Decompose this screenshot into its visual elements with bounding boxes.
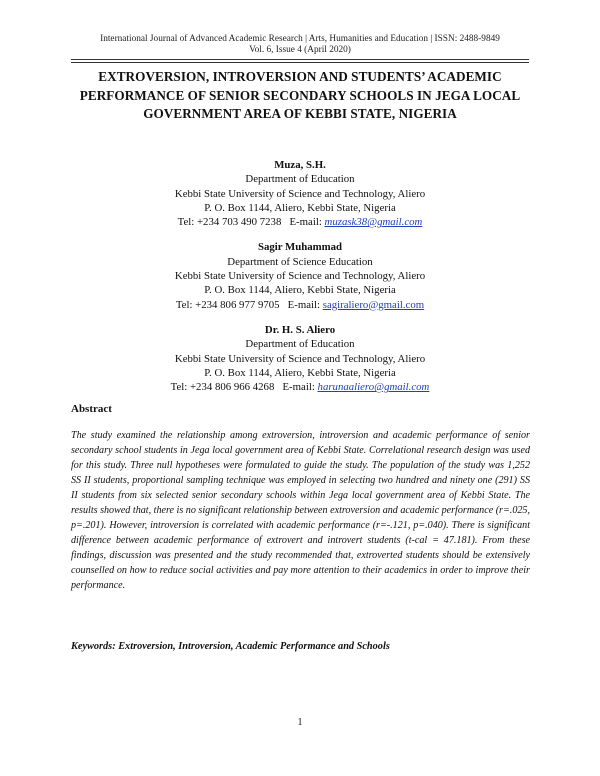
author-email-label: E-mail:	[287, 298, 321, 311]
author-tel: Tel: +234 806 966 4268	[170, 381, 275, 394]
abstract-heading: Abstract	[71, 403, 112, 415]
issue-line: Vol. 6, Issue 4 (April 2020)	[249, 45, 351, 55]
author-institution: Kebbi State University of Science and Technology, Aliero	[174, 270, 426, 283]
author-address: P. O. Box 1144, Aliero, Kebbi State, Nigeria	[204, 284, 396, 297]
author-email-label: E-mail:	[282, 381, 315, 394]
author-department: Department of Science Education	[227, 255, 373, 268]
author-address: P. O. Box 1144, Aliero, Kebbi State, Nigeria	[204, 201, 396, 214]
author-name: Sagir Muhammad	[257, 241, 343, 254]
journal-header	[0, 34, 600, 56]
author-contact	[0, 215, 600, 229]
author-institution: Kebbi State University of Science and Technology, Aliero	[174, 187, 426, 200]
author-email-label: E-mail:	[289, 216, 322, 229]
header-rule-bottom	[71, 62, 529, 63]
author-email-link[interactable]: harunaaliero@gmail.com	[317, 381, 430, 394]
author-name: Dr. H. S. Aliero	[264, 323, 336, 336]
keywords: Keywords: Extroversion, Introversion, Academic Performance and Schools	[71, 641, 390, 652]
author-block-3	[0, 323, 600, 394]
author-list	[0, 158, 600, 405]
author-tel: Tel: +234 806 977 9705	[175, 298, 280, 311]
author-department: Department of Education	[245, 173, 355, 186]
author-block-2	[0, 240, 600, 311]
author-department: Department of Education	[245, 338, 355, 351]
author-contact	[0, 298, 600, 312]
header-rule-top	[71, 59, 529, 60]
author-address: P. O. Box 1144, Aliero, Kebbi State, Nigeria	[204, 366, 396, 379]
journal-line: International Journal of Advanced Academic Research | Arts, Humanities and Education | ISSN: 2488-9849	[100, 34, 500, 44]
author-email-link[interactable]: muzask38@gmail.com	[324, 216, 423, 229]
author-tel: Tel: +234 703 490 7238	[177, 216, 282, 229]
author-email-link[interactable]: sagiraliero@gmail.com	[322, 298, 425, 311]
paper-title: EXTROVERSION, INTROVERSION AND STUDENTS’ ACADEMIC PERFORMANCE OF SENIOR SECONDARY SCHOOLS IN JEGA LOCAL GOVERNMENT AREA OF KEBBI STATE, NIGERIA	[79, 69, 521, 121]
author-block-1	[0, 158, 600, 229]
author-name: Muza, S.H.	[274, 159, 326, 171]
author-contact	[0, 380, 600, 394]
author-institution: Kebbi State University of Science and Technology, Aliero	[174, 352, 426, 365]
page-number: 1	[297, 717, 303, 728]
abstract-body: The study examined the relationship among extroversion, introversion and academic performance of senior secondary school students in Jega local government area of Kebbi State. Correlational research design was used for this study. Three null hypotheses were formulated to guide the study. The population of the study was 1,252 SS II students, proportional sampling technique was employed in selecting two hundred and ninety one (291) SS II students from six selected senior secondary schools within Jega local government area of Kebbi State. The results showed that, there is no significant relationship between extroversion and academic performance (r=.025, p=.201). However, introversion is correlated with academic performance (r=-.121, p=.040). There is significant difference between academic performance of extrovert and introvert students (t-cal = 47.181). From these findings, discussion was presented and the study recommended that, extroverted students should be extensively counselled on how to reduce social activities and pay more attention to their academics in order to improve their performance.	[71, 430, 530, 592]
